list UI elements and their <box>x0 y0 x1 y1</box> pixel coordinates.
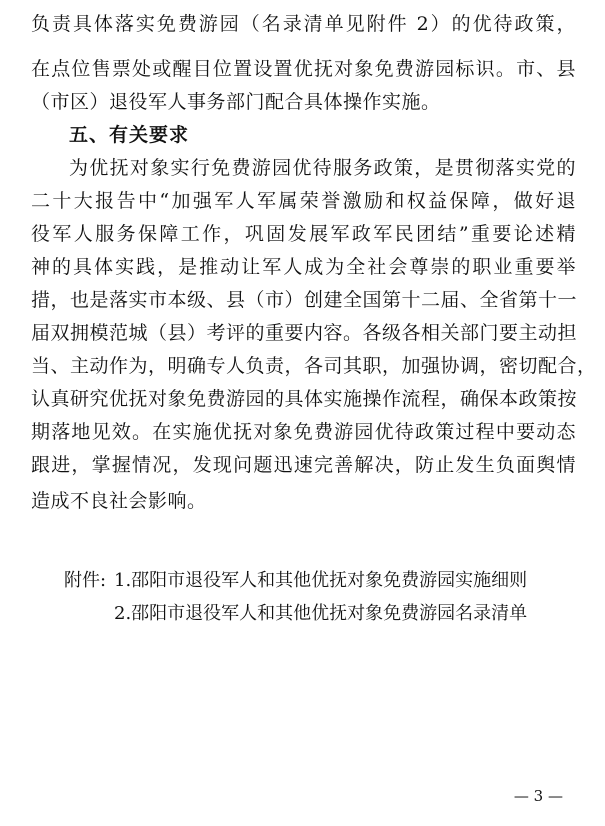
paragraph-line: （市区）退役军人事务部门配合具体操作实施。 <box>31 91 441 113</box>
paragraph-line: 役军人服务保障工作，巩固发展军政军民团结”重要论述精 <box>31 223 576 245</box>
attachment-label: 附件: <box>64 570 107 591</box>
paragraph-line: 为优抚对象实行免费游园优待服务政策，是贯彻落实党的 <box>69 157 576 179</box>
page-number: — 3 — <box>513 787 563 805</box>
paragraph-line: 造成不良社会影响。 <box>31 490 207 512</box>
attachment-item: 2.邵阳市退役军人和其他优抚对象免费游园名录清单 <box>114 603 528 624</box>
paragraph-line: 届双拥模范城（县）考评的重要内容。各级各相关部门要主动担 <box>31 322 578 344</box>
paragraph-line: 认真研究优抚对象免费游园的具体实施操作流程，确保本政策按 <box>31 388 578 410</box>
attachment-item: 1.邵阳市退役军人和其他优抚对象免费游园实施细则 <box>114 570 528 591</box>
paragraph-line: 负责具体落实免费游园（名录清单见附件 2）的优待政策， <box>31 13 576 35</box>
paragraph-line: 二十大报告中“加强军人军属荣誉激励和权益保障，做好退 <box>31 190 576 212</box>
paragraph-line: 期落地见效。在实施优抚对象免费游园优待政策过程中要动态 <box>31 421 576 443</box>
paragraph-line: 神的具体实践，是推动让军人成为全社会尊崇的职业重要举 <box>31 256 576 278</box>
section-heading: 五、有关要求 <box>69 124 190 146</box>
paragraph-line: 措，也是落实市本级、县（市）创建全国第十二届、全省第十一 <box>31 289 578 311</box>
paragraph-line: 在点位售票处或醒目位置设置优抚对象免费游园标识。市、县 <box>31 58 576 80</box>
paragraph-line: 跟进，掌握情况，发现问题迅速完善解决，防止发生负面舆情 <box>31 454 576 476</box>
paragraph-line: 当、主动作为，明确专人负责，各司其职，加强协调，密切配合， <box>31 355 597 377</box>
